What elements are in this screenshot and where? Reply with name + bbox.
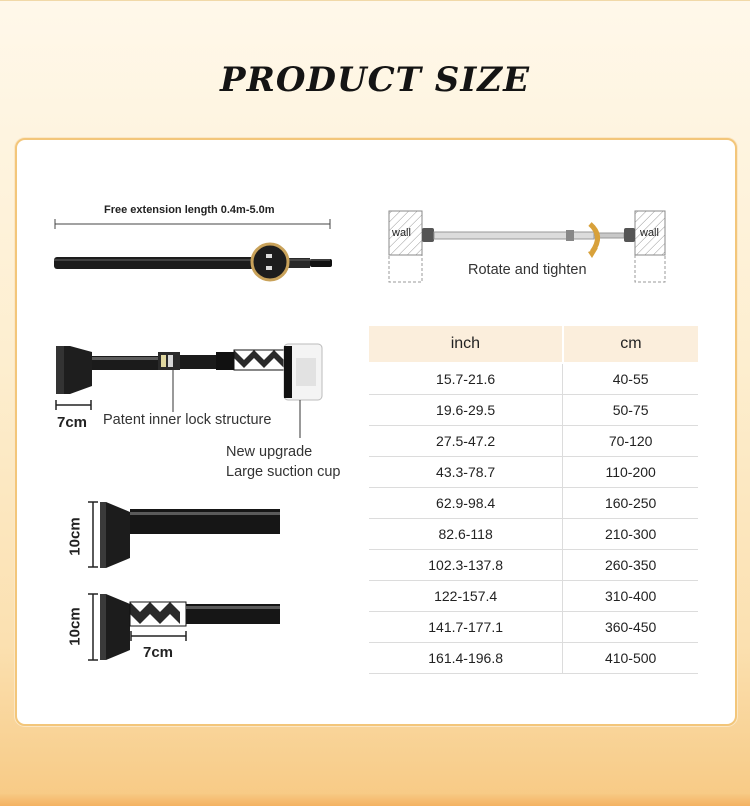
wall-right-label: wall — [640, 227, 659, 239]
inch-cell: 161.4-196.8 — [369, 643, 563, 674]
inch-cell: 62.9-98.4 — [369, 488, 563, 519]
table-row — [369, 612, 698, 643]
inch-cell: 141.7-177.1 — [369, 612, 563, 643]
table-row — [369, 395, 698, 426]
inch-cell: 43.3-78.7 — [369, 457, 563, 488]
inch-cell: 27.5-47.2 — [369, 426, 563, 457]
table-row — [369, 581, 698, 612]
cm-cell: 110-200 — [563, 457, 698, 488]
cm-cell: 260-350 — [563, 550, 698, 581]
table-row — [369, 519, 698, 550]
cm-cell: 50-75 — [563, 395, 698, 426]
cm-cell: 210-300 — [563, 519, 698, 550]
rod-width-label: 7cm — [57, 414, 88, 431]
cm-cell: 360-450 — [563, 612, 698, 643]
bottom-band — [0, 794, 750, 806]
cm-cell: 40-55 — [563, 363, 698, 395]
wall-left-label: wall — [392, 227, 411, 239]
table-row — [369, 643, 698, 674]
size-table — [369, 326, 698, 674]
header-cm: cm — [563, 326, 698, 363]
inch-cell: 122-157.4 — [369, 581, 563, 612]
cap2-height-label: 10cm — [66, 607, 84, 646]
table-row — [369, 488, 698, 519]
cm-cell: 310-400 — [563, 581, 698, 612]
cap1-height-label: 10cm — [66, 517, 84, 556]
suction-line2: Large suction cup — [226, 464, 341, 480]
inch-cell: 15.7-21.6 — [369, 363, 563, 395]
cm-cell: 410-500 — [563, 643, 698, 674]
table-row — [369, 426, 698, 457]
inch-cell: 19.6-29.5 — [369, 395, 563, 426]
lock-structure-label: Patent inner lock structure — [103, 412, 272, 428]
rotate-caption: Rotate and tighten — [468, 262, 587, 278]
table-row — [369, 550, 698, 581]
inch-cell: 102.3-137.8 — [369, 550, 563, 581]
cm-cell: 70-120 — [563, 426, 698, 457]
table-row — [369, 457, 698, 488]
header-inch: inch — [369, 326, 563, 363]
suction-line1: New upgrade — [226, 444, 313, 460]
extension-length-label: Free extension length 0.4m-5.0m — [104, 204, 275, 216]
table-row — [369, 363, 698, 395]
inch-cell: 82.6-118 — [369, 519, 563, 550]
cap2-width-label: 7cm — [143, 644, 174, 661]
table-header-row — [369, 326, 698, 363]
cm-cell: 160-250 — [563, 488, 698, 519]
page-title: PRODUCT SIZE — [220, 60, 530, 100]
